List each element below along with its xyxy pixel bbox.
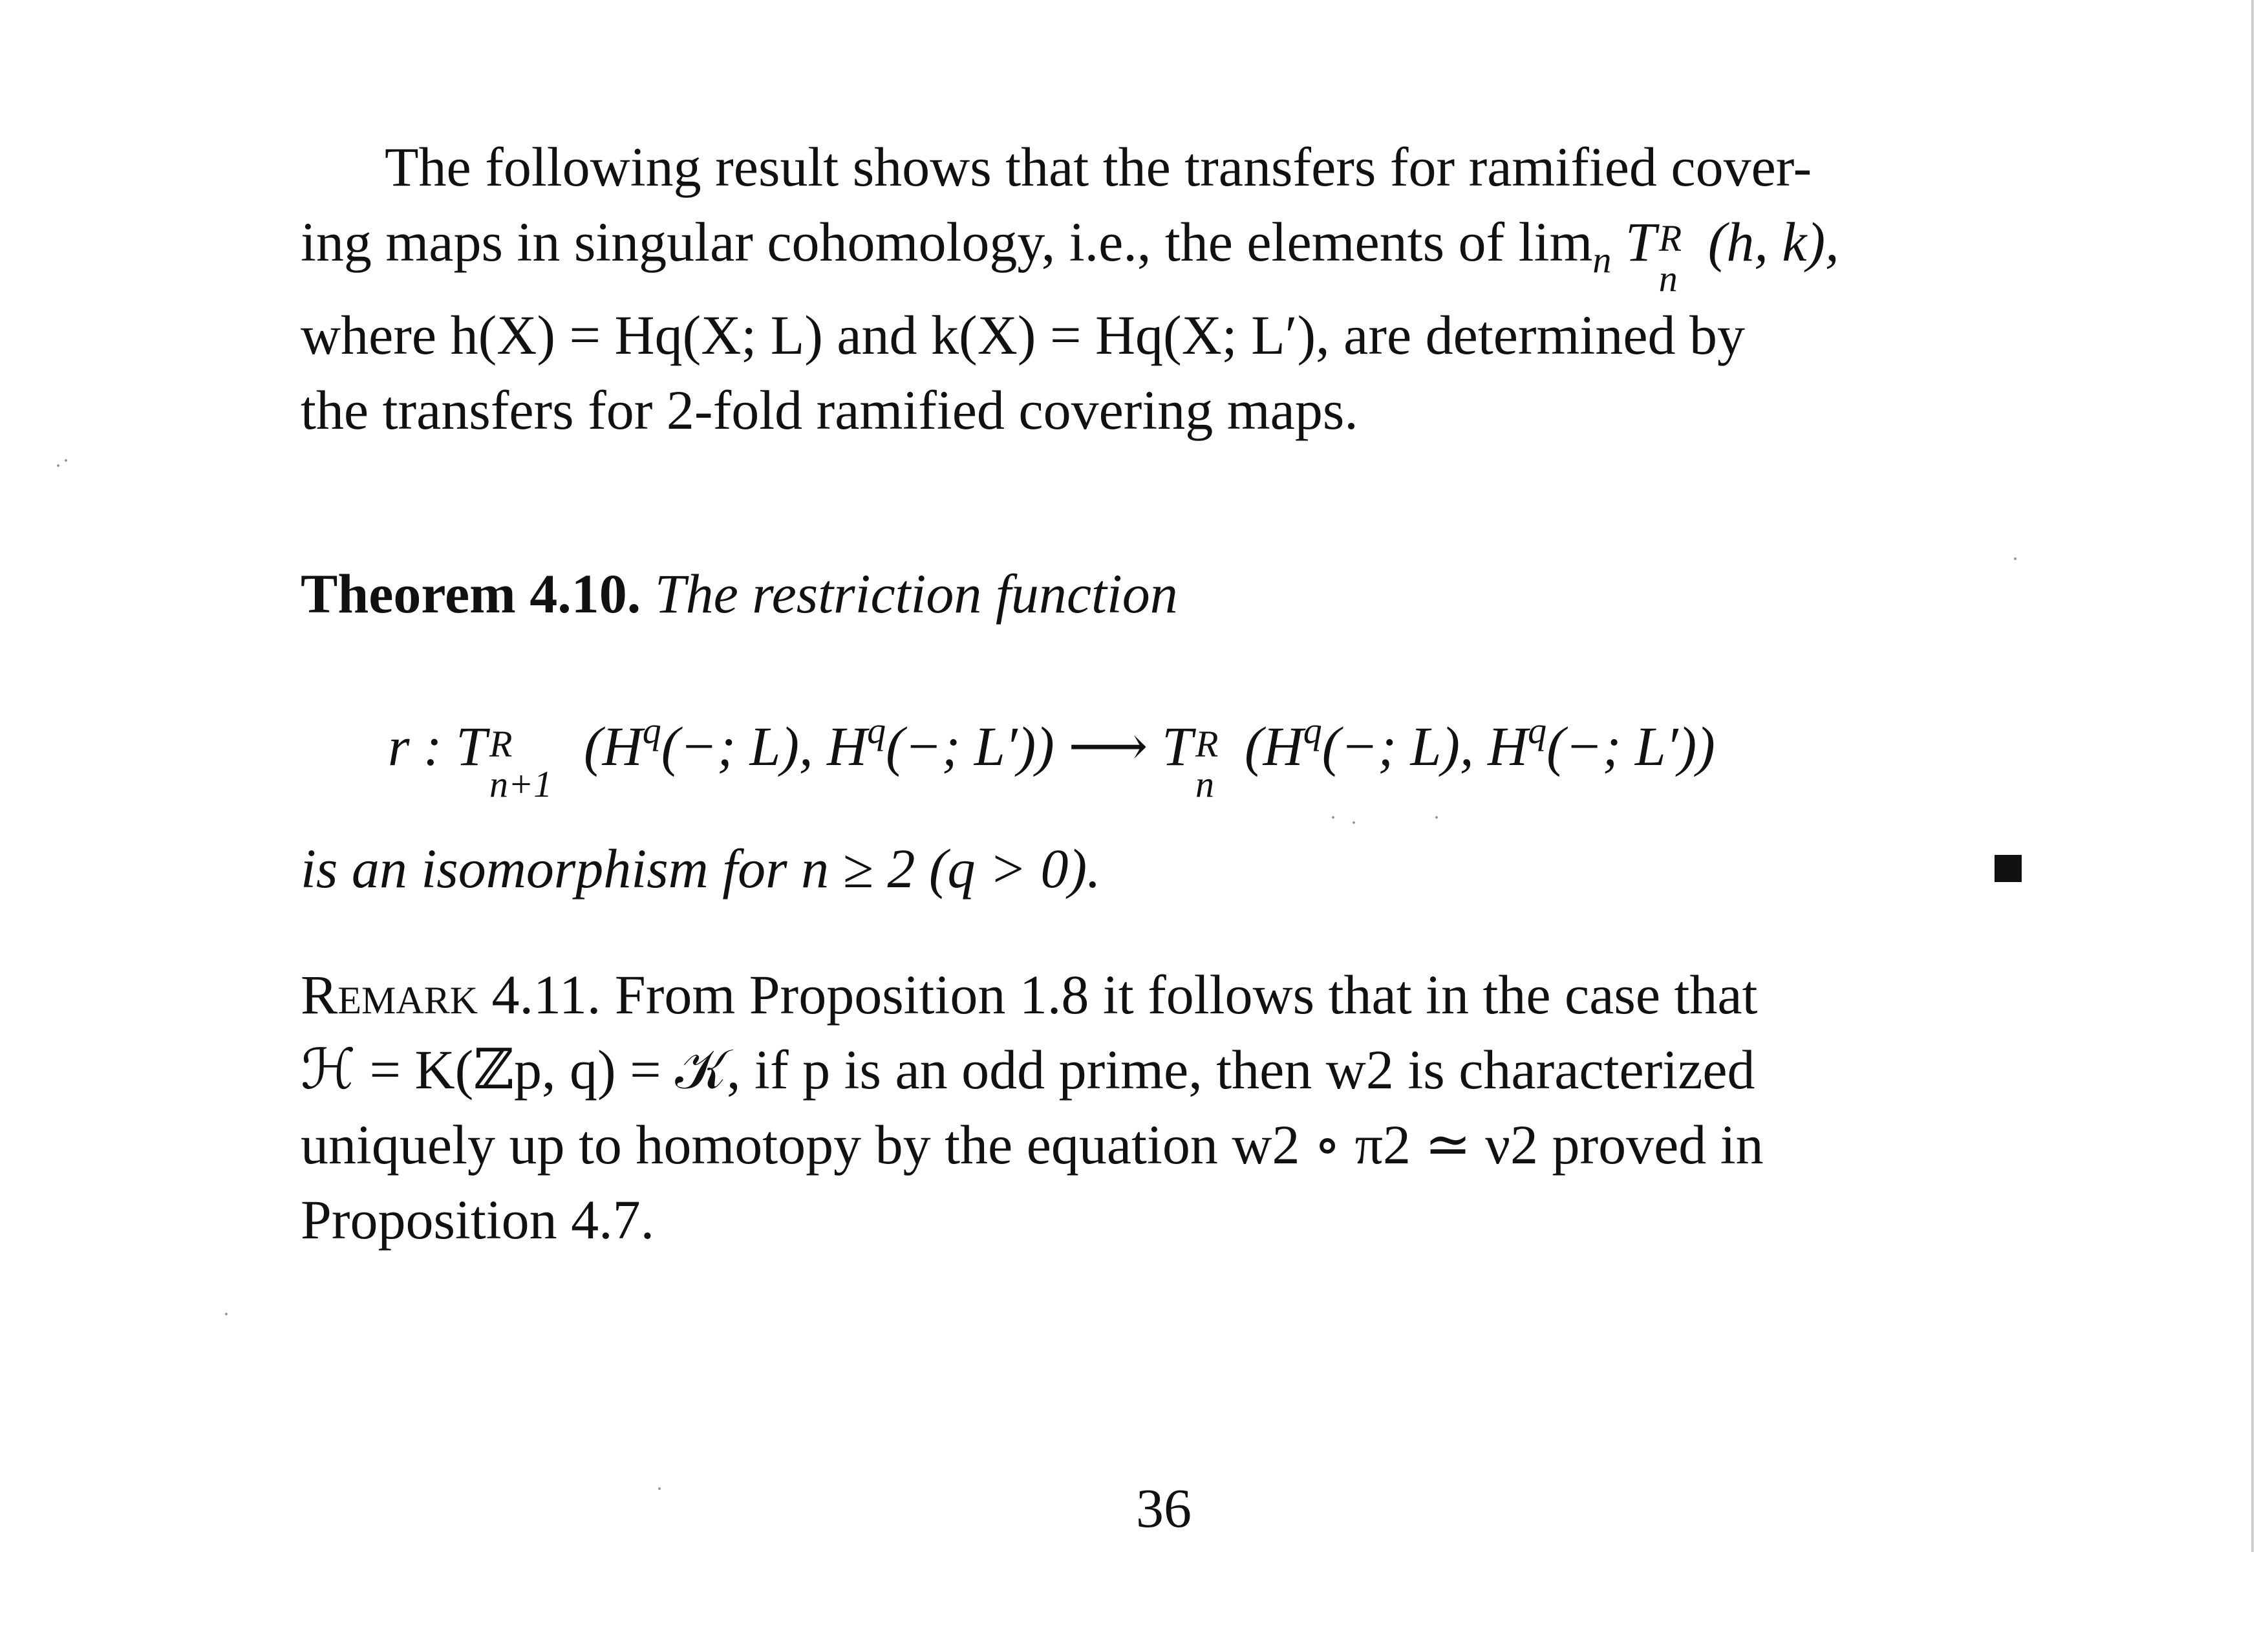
scan-speck <box>1353 821 1355 824</box>
eq-lhs-args: (H <box>583 715 643 777</box>
eq-rhs-mid2: (−; L′)) <box>1546 715 1715 777</box>
scan-speck <box>2014 557 2017 560</box>
lim-subscript: n <box>1592 239 1612 281</box>
eq-rhs-q1: q <box>1303 709 1322 751</box>
eq-rhs-args: (H <box>1244 715 1303 777</box>
scan-speck <box>1332 816 1334 819</box>
remark-number: 4.11. <box>491 964 601 1026</box>
page-number: 36 <box>1136 1477 1192 1539</box>
intro-line-1: The following result shows that the transfers for ramified cover- <box>385 136 1812 198</box>
transfer-sup: R <box>1658 217 1682 259</box>
intro-line-2 <box>301 204 2020 297</box>
eq-lhs-mid1: (−; L), H <box>661 715 868 777</box>
scan-speck <box>225 1313 228 1315</box>
intro-line-3: where h(X) = Hq(X; L) and k(X) = Hq(X; L′), are determined by <box>301 304 1745 366</box>
remark-label: Remark <box>301 964 478 1026</box>
scan-speck <box>57 464 59 467</box>
scan-speck <box>658 1487 661 1490</box>
remark-line-1 <box>301 957 2020 1032</box>
remark-line-2: ℋ = K(ℤp, q) = 𝒦, if p is an odd prime, then w2 is characterized <box>301 1039 1755 1101</box>
theorem-conclusion: is an isomorphism for n ≥ 2 (q > 0). <box>301 837 1101 900</box>
display-equation <box>388 692 1940 805</box>
remark-paragraph <box>301 957 2020 1257</box>
scan-speck <box>65 459 67 462</box>
remark-line-4: Proposition 4.7. <box>301 1189 655 1251</box>
scan-edge-line <box>2251 0 2254 1552</box>
eq-rhs-indices <box>1193 723 1245 805</box>
eq-lhs-mid2: (−; L′)) ⟶ T <box>886 715 1193 777</box>
eq-rhs-sup: R <box>1195 723 1219 765</box>
intro-paragraph <box>301 129 2020 447</box>
eq-lhs-q1: q <box>642 709 661 751</box>
eq-lhs-sub: n+1 <box>489 763 553 805</box>
eq-lhs-indices <box>487 723 584 805</box>
theorem-text: The restriction function <box>654 563 1178 625</box>
qed-square-icon <box>1995 855 2022 882</box>
eq-lhs-q2: q <box>867 709 886 751</box>
scan-speck <box>1435 816 1438 819</box>
transfer-symbol: T <box>1625 211 1656 273</box>
intro-line-2-pre: ing maps in singular cohomology, i.e., the elements of lim <box>301 211 1593 273</box>
eq-rhs-q2: q <box>1528 709 1547 751</box>
transfer-args: (h, k), <box>1707 211 1839 273</box>
eq-lhs-sup: R <box>489 723 513 765</box>
eq-rhs-sub: n <box>1195 763 1214 805</box>
transfer-sub: n <box>1658 257 1678 299</box>
remark-text-1: From Proposition 1.8 it follows that in the case that <box>614 964 1758 1026</box>
remark-line-3: uniquely up to homotopy by the equation w2 ∘ π2 ≃ ν2 proved in <box>301 1114 1764 1176</box>
transfer-indices <box>1656 217 1708 299</box>
theorem-label: Theorem 4.10. <box>301 563 641 625</box>
eq-r: r : T <box>388 715 487 777</box>
intro-line-4: the transfers for 2-fold ramified covering maps. <box>301 379 1358 441</box>
eq-rhs-mid1: (−; L), H <box>1321 715 1528 777</box>
theorem-statement <box>301 556 2020 631</box>
